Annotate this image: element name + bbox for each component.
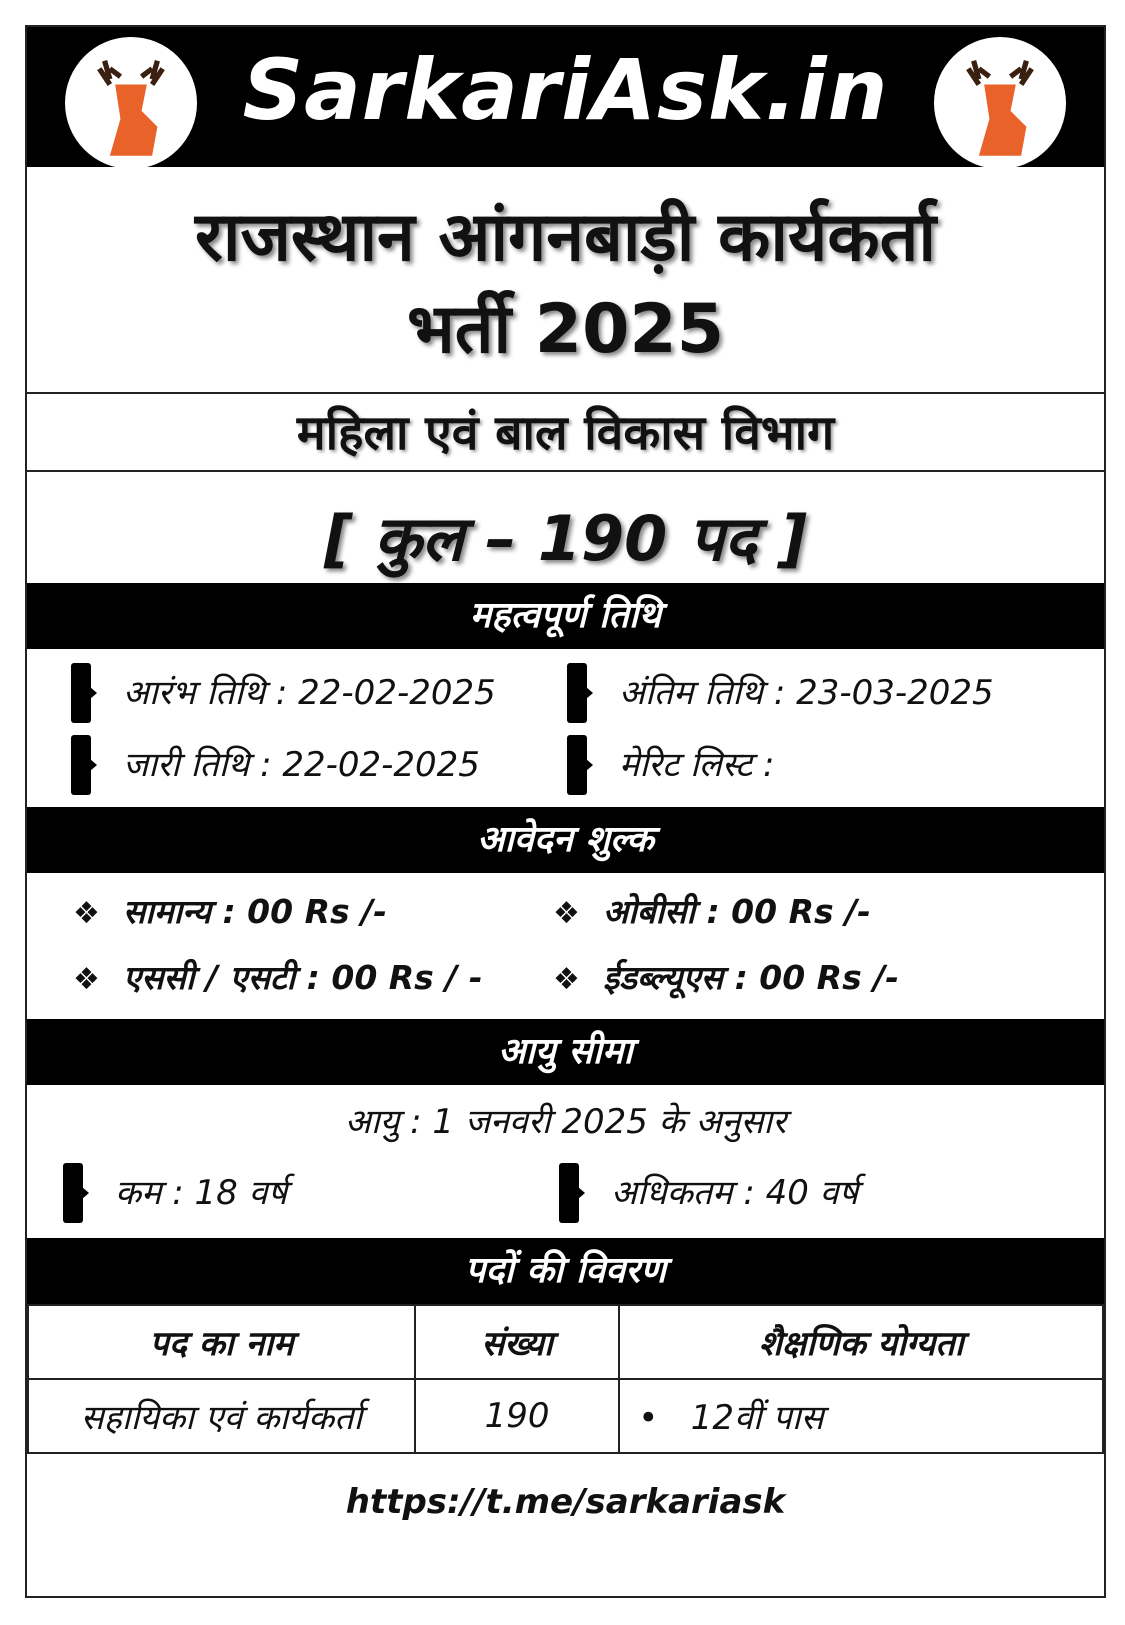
fee-item: ❖ ईडब्ल्यूएस : 00 Rs /-: [553, 953, 899, 1003]
post-name-cell: सहायिका एवं कार्यकर्ता: [28, 1379, 415, 1453]
diamond-bullet-icon: ❖: [553, 962, 580, 997]
column-header: संख्या: [415, 1305, 619, 1379]
title-line-2: भर्ती 2025: [406, 290, 725, 369]
table-header-row: [28, 1305, 1103, 1379]
qualification-cell: • 12वीं पास: [619, 1379, 1103, 1453]
bullet-icon: [567, 663, 587, 723]
site-title: SarkariAsk.in: [242, 41, 889, 139]
title-line-1: राजस्थान आंगनबाड़ी कार्यकर्ता: [195, 198, 936, 277]
bullet-icon: [71, 735, 91, 795]
fee-item: ❖ ओबीसी : 00 Rs /-: [553, 887, 871, 937]
deer-head-icon: [934, 37, 1066, 169]
column-header: पद का नाम: [28, 1305, 415, 1379]
site-header: [27, 27, 1104, 167]
diamond-bullet-icon: ❖: [73, 896, 100, 931]
post-details-heading: पदों की विवरण: [27, 1238, 1104, 1304]
bullet-icon: [559, 1163, 579, 1223]
diamond-bullet-icon: ❖: [553, 896, 580, 931]
column-header: शैक्षणिक योग्यता: [619, 1305, 1103, 1379]
age-reference-note: आयु : 1 जनवरी 2025 के अनुसार: [344, 1102, 787, 1142]
bullet-icon: [71, 663, 91, 723]
fee-item: ❖ एससी / एसटी : 00 Rs / -: [73, 953, 483, 1003]
diamond-bullet-icon: ❖: [73, 962, 100, 997]
table-row: [28, 1379, 1103, 1453]
age-limit-heading: आयु सीमा: [27, 1019, 1104, 1085]
total-posts: [ कुल – 190 पद ]: [27, 470, 1104, 604]
notice-page: SarkariAsk.in राजस्थान आंगनबाड़ी कार्यकर्ता भर्ती 2025 महिला एवं बाल विकास विभाग [ कुल – 190 पद ] महत्वपूर्ण तिथि आरंभ तिथि : 22-02-2025 अंतिम तिथि : 23-03-2025 जारी तिथि : 22-02-2025 मेरिट लिस्ट : आवेदन शुल्क ❖ सामान्य : 00 Rs /- ❖ ओबीसी : 00 Rs /- ❖ एससी / एसटी : 00 Rs / - ❖ ईडब्ल्यूएस : 00 Rs /- आयु सीमा आयु : 1 जनवरी 2025 के अनुसार कम : 18 वर्ष अधिकतम : 40 वर्ष पदों की विवरण पद का नाम संख्या शैक्षणिक योग्यता सहायिका एवं कार्यकर्ता 190 • 12वीं पास https://t.me/sarkariask: [25, 25, 1106, 1598]
recruitment-title: [27, 192, 1104, 376]
post-count-cell: 190: [415, 1379, 619, 1453]
bullet-icon: [567, 735, 587, 795]
fee-item: ❖ सामान्य : 00 Rs /-: [73, 887, 387, 937]
department-name: महिला एवं बाल विकास विभाग: [27, 392, 1104, 470]
application-fee-heading: आवेदन शुल्क: [27, 807, 1104, 873]
post-details-table: [27, 1304, 1104, 1454]
important-dates-heading: महत्वपूर्ण तिथि: [27, 583, 1104, 649]
bullet-icon: [63, 1163, 83, 1223]
bullet-dot-icon: •: [638, 1398, 691, 1438]
telegram-link[interactable]: https://t.me/sarkariask: [345, 1482, 786, 1522]
